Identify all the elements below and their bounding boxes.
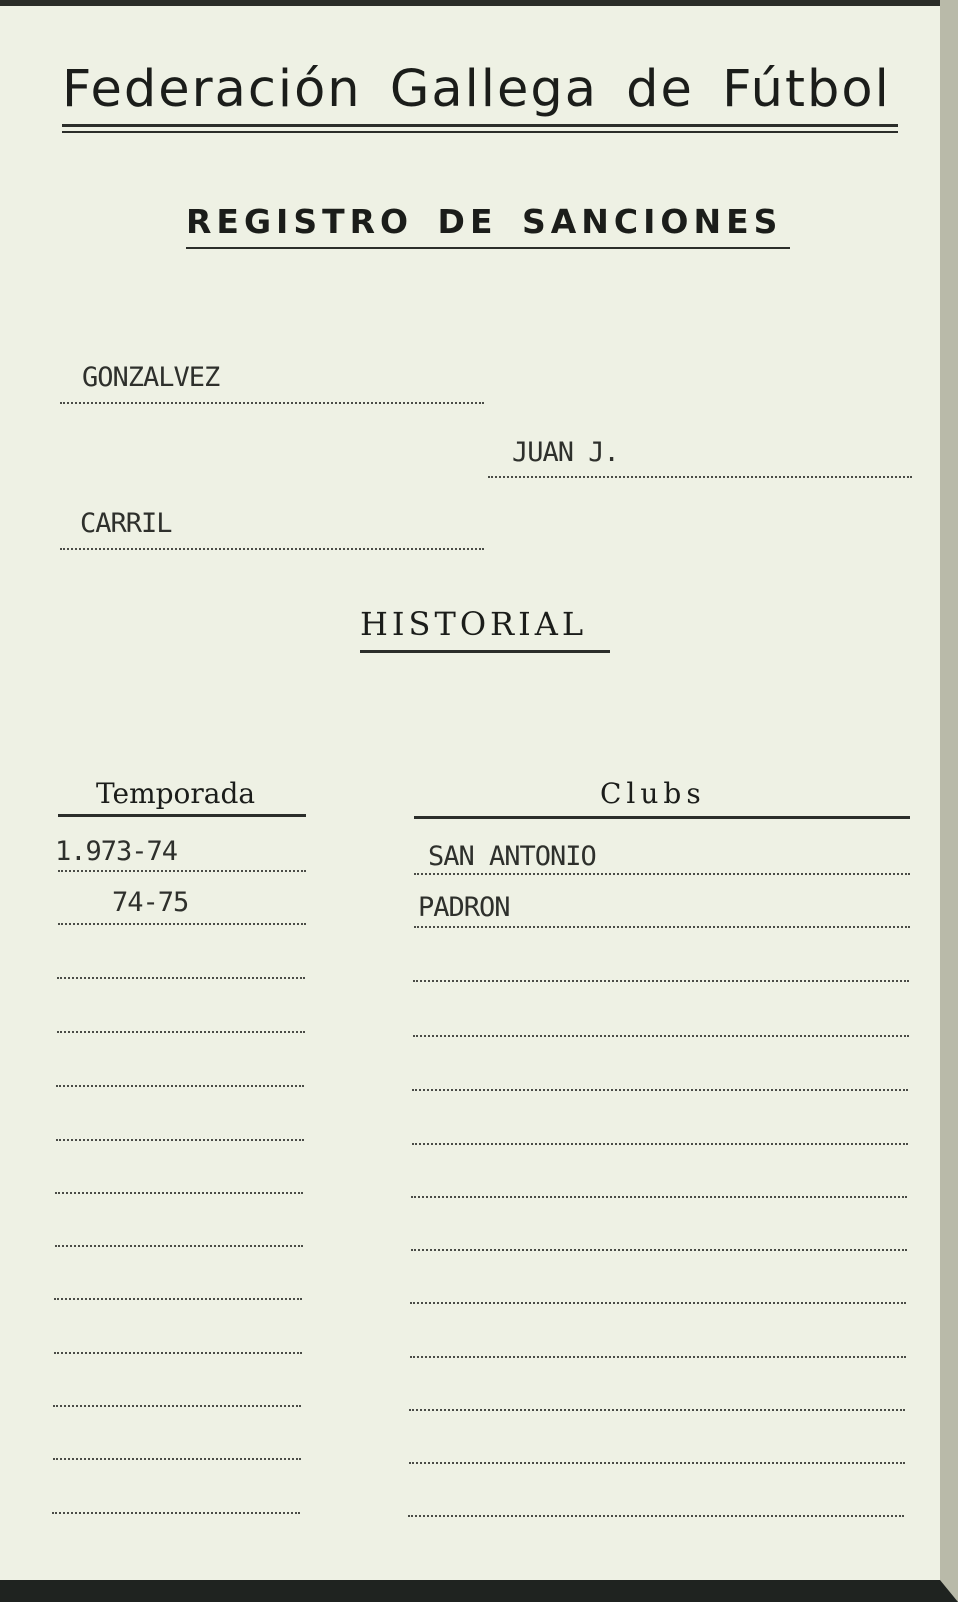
club-line xyxy=(411,1196,907,1198)
season-line xyxy=(57,1031,305,1033)
form-title-underline xyxy=(186,247,790,249)
season-line xyxy=(52,1512,300,1514)
season-line xyxy=(53,1405,301,1407)
club-line xyxy=(409,1462,905,1464)
surname-1-line xyxy=(60,402,484,404)
club-line xyxy=(413,980,909,982)
title-rule-top xyxy=(62,124,898,127)
season-row-1: 1.973-74 xyxy=(55,836,178,867)
season-line xyxy=(54,1298,302,1300)
club-line xyxy=(410,1356,906,1358)
organization-title: Federación Gallega de Fútbol xyxy=(62,60,891,119)
club-line xyxy=(409,1409,905,1411)
club-row-2: PADRON xyxy=(418,892,510,923)
club-line xyxy=(412,1089,908,1091)
season-line xyxy=(56,1139,304,1141)
season-line xyxy=(58,923,306,925)
season-line xyxy=(57,977,305,979)
club-line xyxy=(411,1249,907,1251)
given-name-value: JUAN J. xyxy=(512,437,619,468)
season-line xyxy=(55,1245,303,1247)
club-line xyxy=(410,1302,906,1304)
form-title: REGISTRO DE SANCIONES xyxy=(186,202,783,241)
historial-underline xyxy=(360,650,610,653)
club-line xyxy=(413,1035,909,1037)
clubs-column-rule xyxy=(414,816,910,819)
season-line xyxy=(55,1192,303,1194)
club-line xyxy=(414,926,910,928)
season-line xyxy=(54,1352,302,1354)
card-top-edge xyxy=(0,0,940,6)
season-line xyxy=(56,1085,304,1087)
season-line xyxy=(58,870,306,872)
club-line xyxy=(408,1515,904,1517)
season-column-rule xyxy=(58,814,306,817)
column-header-season: Temporada xyxy=(96,777,256,810)
column-header-clubs: Clubs xyxy=(600,777,706,810)
surname-1-value: GONZALVEZ xyxy=(82,362,220,393)
title-rule-bottom xyxy=(62,131,898,133)
club-line xyxy=(414,873,910,875)
surname-2-line xyxy=(60,548,484,550)
surname-2-value: CARRIL xyxy=(80,508,172,539)
season-row-2: 74-75 xyxy=(112,887,189,918)
club-row-1: SAN ANTONIO xyxy=(428,841,596,872)
historial-title: HISTORIAL xyxy=(360,605,588,643)
given-name-line xyxy=(488,476,912,478)
season-line xyxy=(53,1458,301,1460)
club-line xyxy=(412,1143,908,1145)
